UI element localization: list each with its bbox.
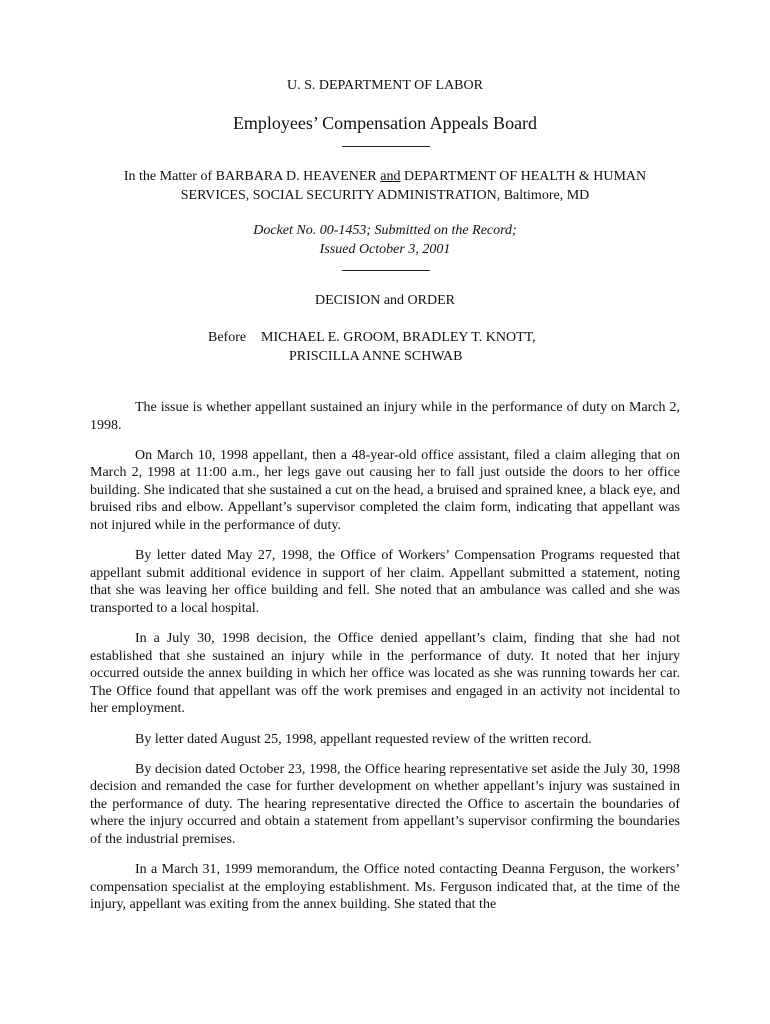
body-paragraph: On March 10, 1998 appellant, then a 48-year-old office assistant, filed a claim alleging that on March 2, 1998 at 11:00 a.m., her legs gave out causing her to fall just outside the doors to her office building. She indicated that she sustained a cut on the head, a bruised and sprained knee, a black eye, and bruised ribs and elbow. Appellant’s supervisor completed the claim form, indicating that appellant was not injured while in the performance of duty.	[90, 447, 680, 534]
department-heading: U. S. DEPARTMENT OF LABOR	[287, 78, 483, 93]
body-paragraph: In a July 30, 1998 decision, the Office denied appellant’s claim, finding that she had not established that she sustained an injury while in the performance of duty. It noted that her injury occurred outside the annex building in which her office was located as she was running towards her car. The Office found that appellant was off the work premises and engaged in an activity not incidental to her employment.	[90, 631, 680, 717]
separator-rule	[342, 146, 430, 147]
panel-line2: PRISCILLA ANNE SCHWAB	[289, 349, 463, 364]
separator-rule	[342, 270, 430, 271]
panel-members	[208, 328, 628, 366]
docket-info	[0, 221, 770, 259]
matter-suffix: DEPARTMENT OF HEALTH & HUMAN	[404, 169, 647, 184]
docket-line1: Docket No. 00-1453; Submitted on the Record;	[253, 223, 517, 238]
body-paragraph: In a March 31, 1999 memorandum, the Office noted contacting Deanna Ferguson, the workers’ compensation specialist at the employing establishment. Ms. Ferguson indicated that, at the time of the injury, appellant was exiting from the annex building. She stated that the	[90, 862, 680, 913]
decision-body	[90, 399, 680, 926]
panel-line1: MICHAEL E. GROOM, BRADLEY T. KNOTT,	[261, 330, 536, 345]
body-paragraph: By decision dated October 23, 1998, the Office hearing representative set aside the July 30, 1998 decision and remanded the case for further development on whether appellant’s injury was sustained in the performance of duty. The hearing representative directed the Office to ascertain the boundaries of where the injury occurred and obtain a statement from appellant’s supervisor confirming the boundaries of the industrial premises.	[90, 761, 680, 847]
board-heading: Employees’ Compensation Appeals Board	[232, 113, 538, 133]
body-paragraph: By letter dated August 25, 1998, appellant requested review of the written record.	[135, 731, 592, 747]
before-label: Before	[208, 330, 247, 345]
matter-prefix: In the Matter of BARBARA D. HEAVENER	[123, 169, 377, 184]
decision-title: DECISION and ORDER	[315, 293, 455, 308]
docket-line2: Issued October 3, 2001	[319, 242, 451, 257]
matter-and: and	[380, 169, 401, 184]
matter-line2: SERVICES, SOCIAL SECURITY ADMINISTRATION, Baltimore, MD	[180, 188, 590, 203]
body-paragraph: By letter dated May 27, 1998, the Office of Workers’ Compensation Programs requested that appellant submit additional evidence in support of her claim. Appellant submitted a statement, noting that she was leaving her office building and fell. She noted that an ambulance was called and she was transported to a local hospital.	[90, 548, 680, 616]
body-paragraph: The issue is whether appellant sustained an injury while in the performance of duty on March 2, 1998.	[90, 400, 680, 433]
matter-caption	[0, 167, 770, 205]
